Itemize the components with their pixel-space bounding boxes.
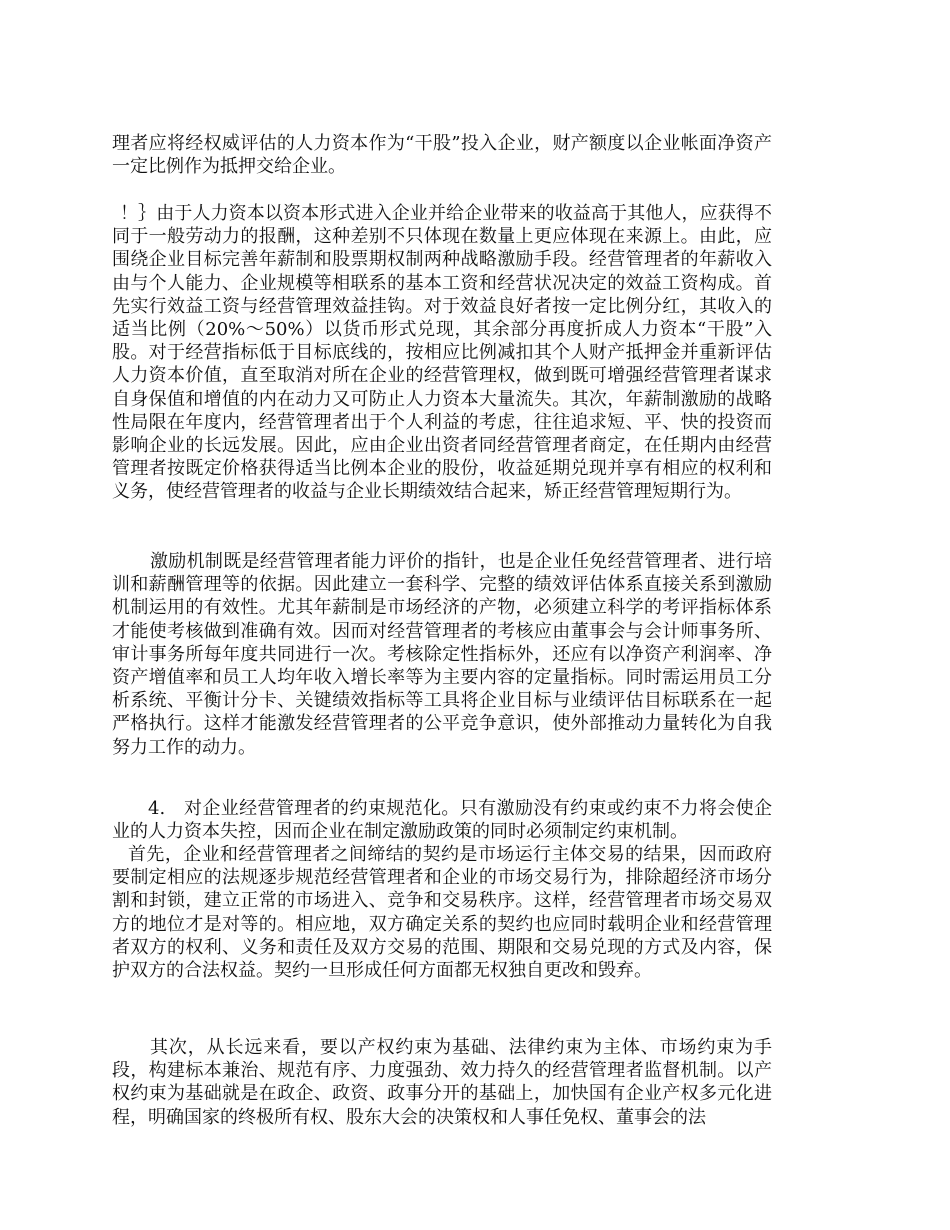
paragraph-performance-evaluation: 激励机制既是经营管理者能力评价的指针，也是企业任免经营管理者、进行培训和薪酬管理等的依据。因此建立一套科学、完整的绩效评估体系直接关系到激励机制运用的有效性。尤其年薪制是市场经济的产物，必须建立科学的考评指标体系才能使考核做到准确有效。因而对经营管理者的考核应由董事会与会计师事务所、审计事务所每年度共同进行一次。考核除定性指标外，还应有以净资产利润率、净资产增值率和员工人均年收入增长率等为主要内容的定量指标。同时需运用员工分析系统、平衡计分卡、关键绩效指标等工具将企业目标与业绩评估目标联系在一起严格执行。这样才能激发经营管理者的公平竞争意识，使外部推动力量转化为自我努力工作的动力。	[112, 551, 772, 758]
paragraph-supervision-mechanism: 其次，从长远来看，要以产权约束为基础、法律约束为主体、市场约束为手段，构建标本兼治、规范有序、力度强劲、效力持久的经营管理者监督机制。以产权约束为基础就是在政企、政资、政事分开的基础上，加快国有企业产权多元化进程，明确国家的终极所有权、股东大会的决策权和人事任免权、董事会的法	[112, 1037, 772, 1128]
paragraph-annual-salary-incentives: ！｝由于人力资本以资本形式进入企业并给企业带来的收益高于其他人，应获得不同于一般劳动力的报酬，这种差别不只体现在数量上更应体现在来源上。由此，应围绕企业目标完善年薪制和股票期权制两种战略激励手段。经营管理者的年薪收入由与个人能力、企业规模等相联系的基本工资和经营状况决定的效益工资构成。首先实行效益工资与经营管理效益挂钩。对于效益良好者按一定比例分红，其收入的适当比例（20%～50%）以货币形式兑现，其余部分再度折成人力资本“干股”入股。对于经营指标低于目标底线的，按相应比例减扣其个人财产抵押金并重新评估人力资本价值，直至取消对所在企业的经营管理权，做到既可增强经营管理者谋求自身保值和增值的内在动力又可防止人力资本大量流失。其次，年薪制激励的战略性局限在年度内，经营管理者出于个人利益的考虑，往往追求短、平、快的投资而影响企业的长远发展。因此，应由企业出资者同经营管理者商定，在任期内由经营管理者按既定价格获得适当比例本企业的股份，收益延期兑现并享有相应的权利和义务，使经营管理者的收益与企业长期绩效结合起来，矫正经营管理短期行为。	[112, 203, 772, 503]
section-heading-constraints: 4. 对企业经营管理者的约束规范化。只有激励没有约束或约束不力将会使企业的人力资本失控，因而企业在制定激励政策的同时必须制定约束机制。	[112, 798, 772, 843]
paragraph-human-capital-shares: 理者应将经权威评估的人力资本作为“干股”投入企业，财产额度以企业帐面净资产一定比例作为抵押交给企业。	[112, 133, 772, 178]
paragraph-contract-regulation: 首先，企业和经营管理者之间缔结的契约是市场运行主体交易的结果，因而政府要制定相应的法规逐步规范经营管理者和企业的市场交易行为，排除超经济市场分割和封锁，建立正常的市场进入、竞争和交易秩序。这样，经营管理者市场交易双方的地位才是对等的。相应地，双方确定关系的契约也应同时载明企业和经营管理者双方的权利、义务和责任及双方交易的范围、期限和交易兑现的方式及内容，保护双方的合法权益。契约一旦形成任何方面都无权独自更改和毁弃。	[112, 844, 772, 982]
